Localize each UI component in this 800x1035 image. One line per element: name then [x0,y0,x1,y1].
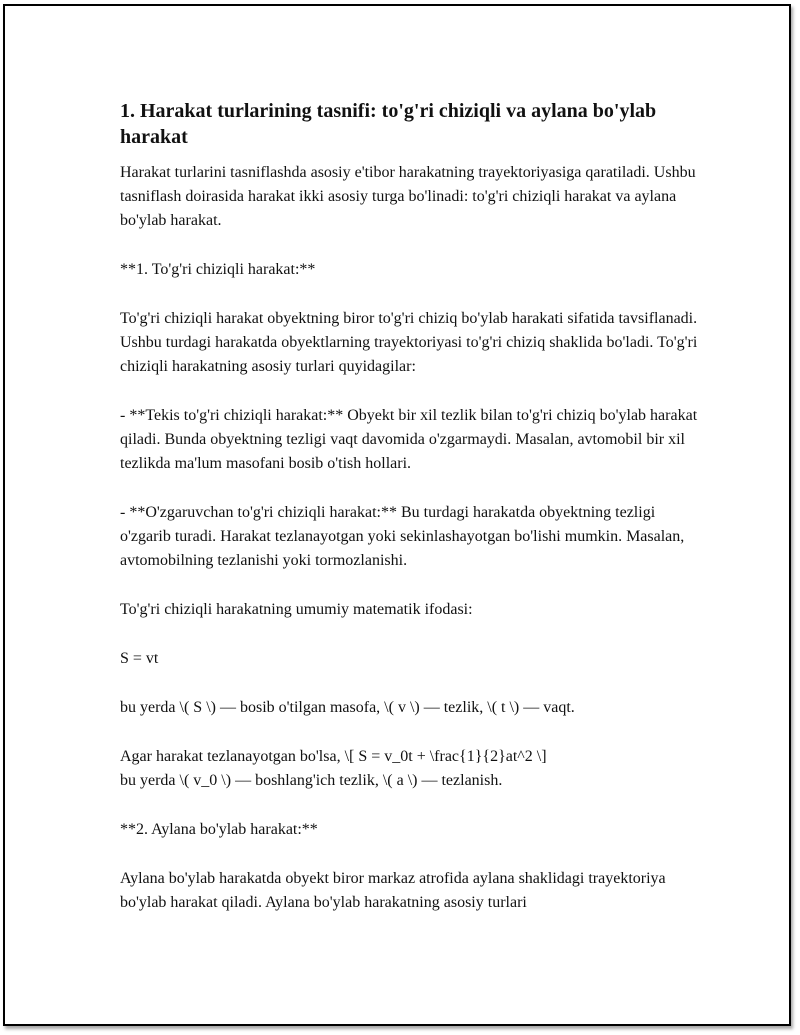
paragraph-variable-motion: - **O'zgaruvchan to'g'ri chiziqli harakat:** Bu turdagi harakatda obyektning tezligi o'zgarib turadi. Harakat tezlanayotgan yoki sekinlashayotgan bo'lishi mumkin. Masalan, avtomobilning tezlanishi yoki tormozlanishi. [120,504,685,569]
paragraph-formula: S = vt [120,650,159,667]
paragraph-accelerated-formula: Agar harakat tezlanayotgan bo'lsa, \[ S = v_0t + \frac{1}{2}at^2 \] [120,748,547,765]
paragraph-formula-intro: To'g'ri chiziqli harakatning umumiy matematik ifodasi: [120,601,473,618]
paragraph-section-2-heading: **2. Aylana bo'ylab harakat:** [120,821,318,838]
paragraph-circular-motion-definition: Aylana bo'ylab harakatda obyekt biror markaz atrofida aylana shaklidagi trayektoriya bo'ylab harakat qiladi. Aylana bo'ylab harakatning asosiy turlari [120,870,666,911]
paragraph-accelerated-legend: bu yerda \( v_0 \) — boshlang'ich tezlik, \( a \) — tezlanish. [120,772,503,789]
paragraph-uniform-motion: - **Tekis to'g'ri chiziqli harakat:** Obyekt bir xil tezlik bilan to'g'ri chiziq bo'ylab harakat qiladi. Bunda obyektning tezligi vaqt davomida o'zgarmaydi. Masalan, avtomobil bir xil tezlikda ma'lum masofani bosib o'tish hollari. [120,407,698,472]
paragraph-intro: Harakat turlarini tasniflashda asosiy e'tibor harakatning trayektoriyasiga qaratiladi. Ushbu tasniflash doirasida harakat ikki asosiy turga bo'linadi: to'g'ri chiziqli harakat va aylana bo'ylab harakat. [120,164,696,229]
paragraph-formula-legend: bu yerda \( S \) — bosib o'tilgan masofa, \( v \) — tezlik, \( t \) — vaqt. [120,699,575,716]
paragraph-section-1-heading: **1. To'g'ri chiziqli harakat:** [120,261,316,278]
paragraph-straight-motion-definition: To'g'ri chiziqli harakat obyektning biror to'g'ri chiziq bo'ylab harakati sifatida tavsiflanadi. Ushbu turdagi harakatda obyektlarning trayektoriyasi to'g'ri chiziq shaklida bo'ladi. To'g'ri chiziqli harakatning asosiy turlari quyidagilar: [120,310,698,375]
document-page [3,4,791,1026]
document-title: 1. Harakat turlarining tasnifi: to'g'ri chiziqli va aylana bo'ylab harakat [120,100,657,148]
document-body [120,98,700,940]
